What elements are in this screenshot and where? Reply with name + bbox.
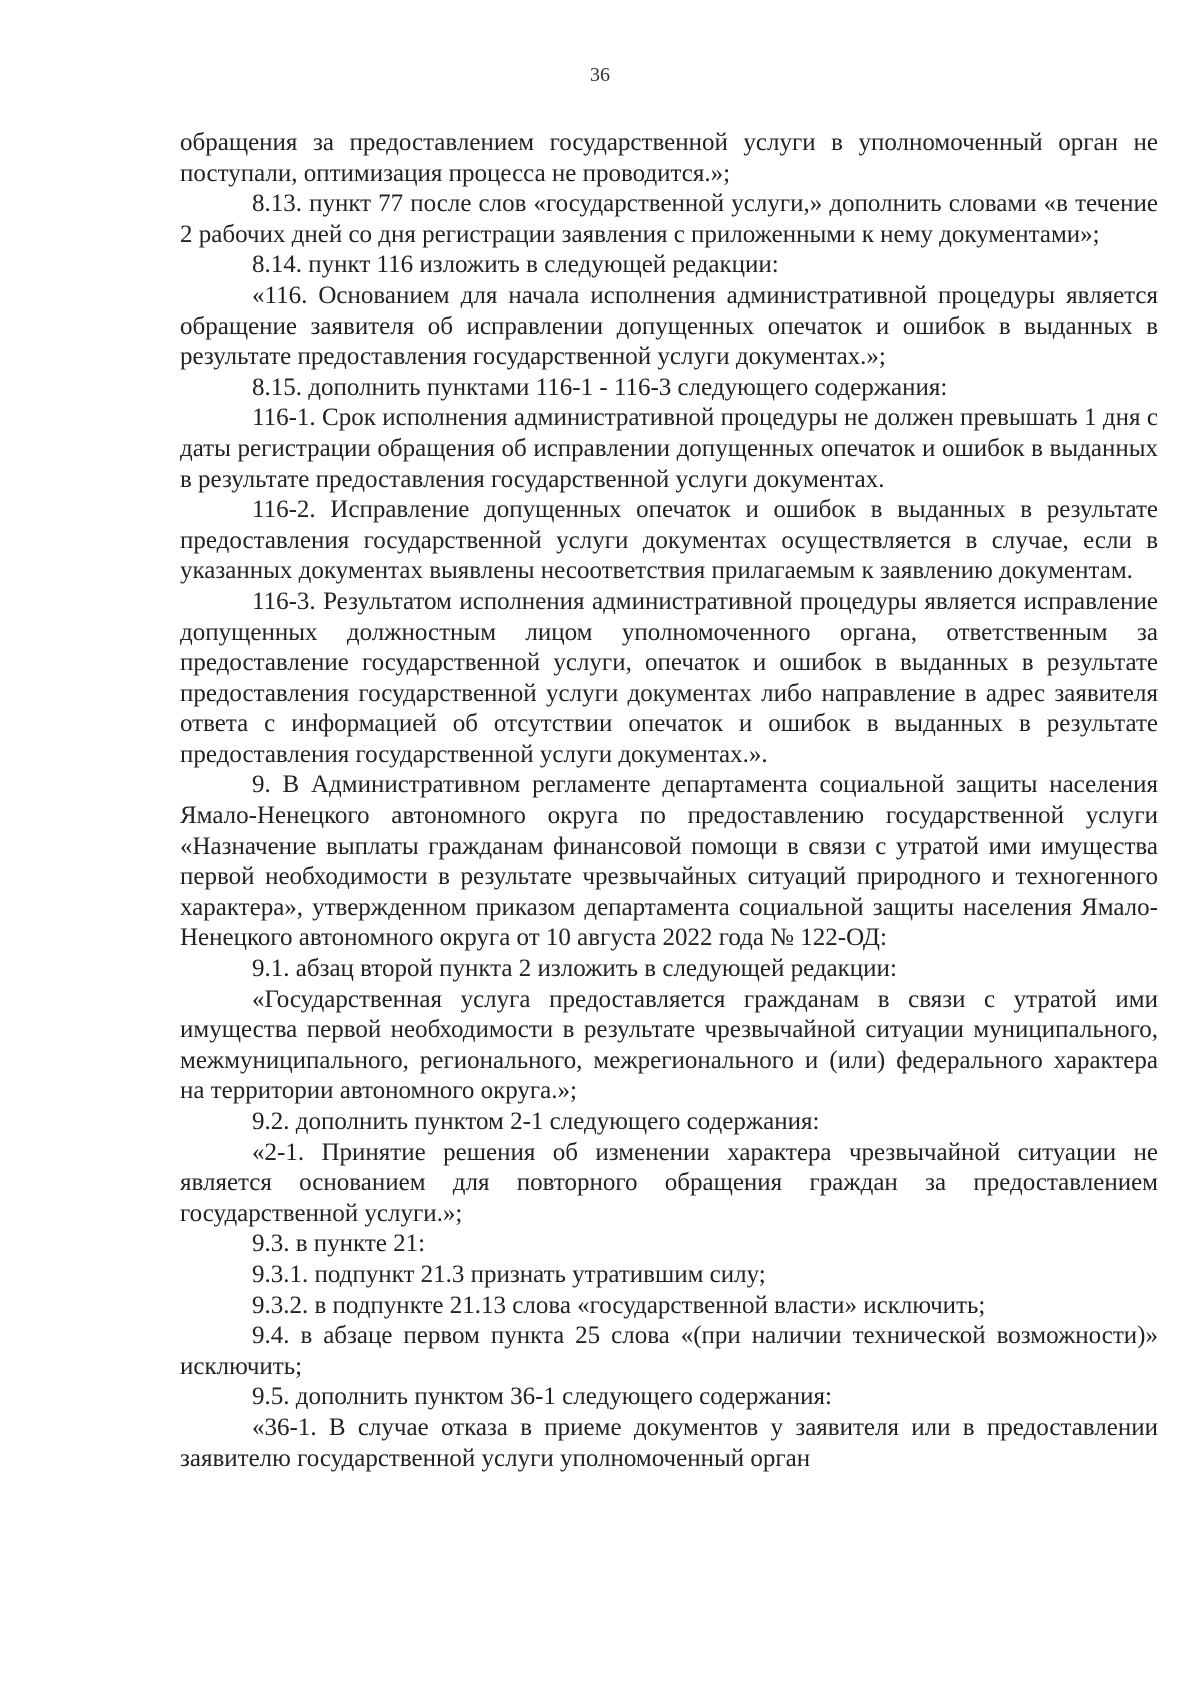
paragraph-8-13: 8.13. пункт 77 после слов «государственной услуги,» дополнить словами «в течение 2 рабочих дней со дня регистрации заявления с приложенными к нему документами»;	[180, 190, 1158, 248]
paragraph-8-14: 8.14. пункт 116 изложить в следующей редакции:	[252, 251, 779, 279]
paragraph-9-5: 9.5. дополнить пунктом 36-1 следующего содержания:	[252, 1383, 832, 1411]
paragraph-116-1: 116-1. Срок исполнения административной процедуры не должен превышать 1 дня с даты регистрации обращения об исправлении допущенных опечаток и ошибок в выданных в результате предоставления государственной услуги документах.	[180, 404, 1158, 493]
paragraph-116-2: 116-2. Исправление допущенных опечаток и ошибок в выданных в результате предоставления государственной услуги документах осуществляется в случае, если в указанных документах выявлены несоответствия прилагаемым к заявлению документам.	[180, 496, 1158, 585]
paragraph-9-1: 9.1. абзац второй пункта 2 изложить в следующей редакции:	[252, 955, 897, 983]
paragraph-9-1-quote: «Государственная услуга предоставляется гражданам в связи с утратой ими имущества первой необходимости в результате чрезвычайной ситуации муниципального, межмуниципального, регионального, межрегионального и (или) федерального характера на территории автономного округа.»;	[180, 985, 1158, 1105]
paragraph-9-4: 9.4. в абзаце первом пункта 25 слова «(при наличии технической возможности)» исключить;	[180, 1322, 1158, 1380]
paragraph-36-1-quote: «36-1. В случае отказа в приеме документов у заявителя или в предоставлении заявителю государственной услуги уполномоченный орган	[180, 1413, 1158, 1472]
paragraph-continuation: обращения за предоставлением государственной услуги в уполномоченный орган не поступали, оптимизация процесса не проводится.»;	[180, 129, 1158, 187]
paragraph-9-3: 9.3. в пункте 21:	[252, 1230, 426, 1258]
page-number: 36	[590, 64, 610, 86]
paragraph-116-quote: «116. Основанием для начала исполнения административной процедуры является обращение заявителя об исправлении допущенных опечаток и ошибок в выданных в результате предоставления государственной услуги документах.»;	[180, 281, 1158, 371]
paragraph-9-2: 9.2. дополнить пунктом 2-1 следующего содержания:	[252, 1108, 820, 1135]
paragraph-116-3: 116-3. Результатом исполнения административной процедуры является исправление допущенных должностным лицом уполномоченного органа, ответственным за предоставление государственной услуги, опечаток и ошибок в выданных в результате предоставления государственной услуги документах либо направление в адрес заявителя ответа с информацией об отсутствии опечаток и ошибок в выданных в результате предоставления государственной услуги документах.».	[180, 587, 1158, 768]
paragraph-9: 9. В Административном регламенте департамента социальной защиты населения Ямало-Ненецкого автономного округа по предоставлению государственной услуги «Назначение выплаты гражданам финансовой помощи в связи с утратой ими имущества первой необходимости в результате чрезвычайных ситуаций природного и техногенного характера», утвержденном приказом департамента социальной защиты населения Ямало-Ненецкого автономного округа от 10 августа 2022 года № 122-ОД:	[180, 771, 1158, 952]
document-body	[180, 128, 1158, 1474]
paragraph-8-15: 8.15. дополнить пунктами 116-1 - 116-3 следующего содержания:	[252, 373, 948, 401]
paragraph-2-1-quote: «2-1. Принятие решения об изменении характера чрезвычайной ситуации не является основанием для повторного обращения граждан за предоставлением государственной услуги.»;	[180, 1138, 1158, 1227]
paragraph-9-3-1: 9.3.1. подпункт 21.3 признать утратившим силу;	[252, 1260, 766, 1288]
paragraph-9-3-2: 9.3.2. в подпункте 21.13 слова «государственной власти» исключить;	[252, 1291, 986, 1319]
